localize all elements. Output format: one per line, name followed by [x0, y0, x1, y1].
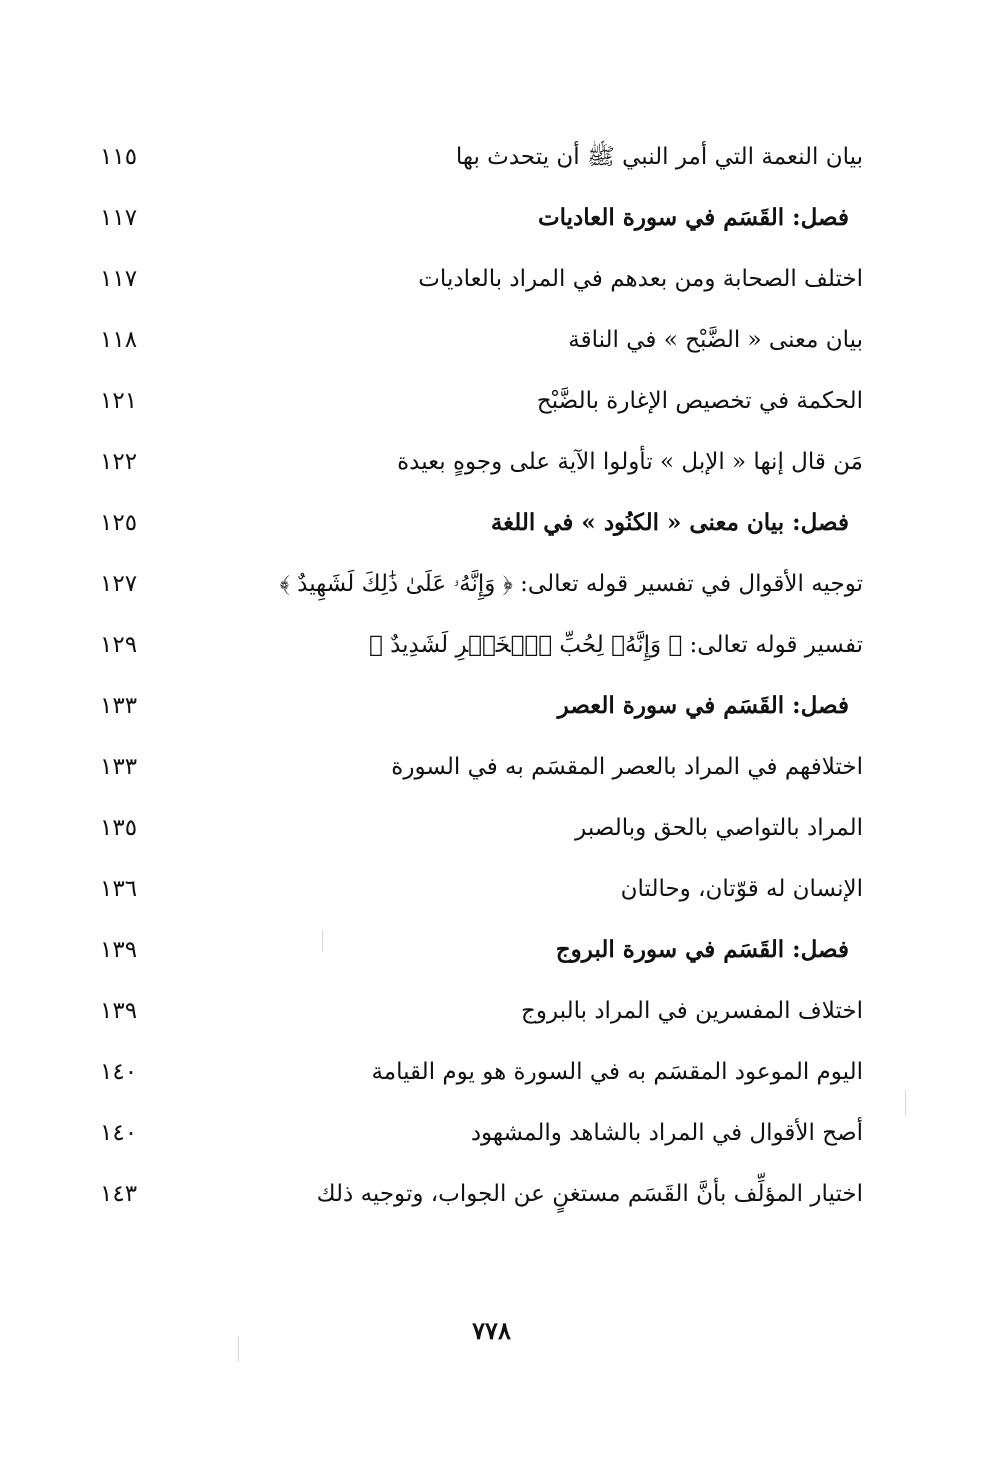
- toc-section-heading: [0, 921, 983, 982]
- toc-entry: [0, 372, 983, 433]
- toc-entry-page: ١٣٣: [100, 693, 138, 719]
- toc-entry-page: ١٣٥: [100, 815, 138, 841]
- toc-entry-title: بيان النعمة التي أمر النبي ﷺ أن يتحدث بها: [455, 144, 863, 170]
- toc-entry-title: الإنسان له قوّتان، وحالتان: [620, 876, 863, 902]
- toc-entry: [0, 1165, 983, 1226]
- toc-entry-page: ١٢٢: [100, 449, 138, 475]
- page-number: ٧٧٨: [472, 1316, 511, 1345]
- toc-entry-page: ١١٥: [100, 144, 138, 170]
- toc-entry: [0, 555, 983, 616]
- toc-entry-title: اختيار المؤلِّف بأنَّ القَسَم مستغنٍ عن الجواب، وتوجيه ذلك: [316, 1181, 863, 1207]
- toc-entry: [0, 738, 983, 799]
- toc-entry-page: ١١٨: [100, 327, 138, 353]
- toc-section-heading: [0, 189, 983, 250]
- toc-entry: [0, 128, 983, 189]
- toc-entry: [0, 1043, 983, 1104]
- toc-entry-page: ١٣٦: [100, 876, 138, 902]
- toc-entry-title: أصح الأقوال في المراد بالشاهد والمشهود: [470, 1120, 863, 1146]
- toc-section-heading: [0, 677, 983, 738]
- scan-artifact-line: [322, 930, 323, 952]
- toc-entry-title: فصل: القَسَم في سورة البروج: [555, 936, 849, 963]
- toc-entry-page: ١٣٩: [100, 998, 138, 1024]
- toc-entry-page: ١٢٧: [100, 571, 138, 597]
- toc-entry: [0, 250, 983, 311]
- toc-entry-title: فصل: القَسَم في سورة العاديات: [537, 204, 849, 231]
- toc-entry-title: اختلف الصحابة ومن بعدهم في المراد بالعاديات: [418, 266, 863, 292]
- toc-entry: [0, 311, 983, 372]
- table-of-contents: [0, 128, 983, 1226]
- toc-entry-page: ١٣٩: [100, 937, 138, 963]
- toc-entry-page: ١١٧: [100, 205, 138, 231]
- toc-entry-page: ١٤٠: [100, 1059, 138, 1085]
- toc-entry-title: فصل: بيان معنى « الكنُود » في اللغة: [490, 509, 849, 536]
- scan-artifact-line: [905, 1090, 906, 1116]
- toc-entry-title: اختلافهم في المراد بالعصر المقسَم به في السورة: [391, 754, 863, 780]
- toc-section-heading: [0, 494, 983, 555]
- toc-entry-page: ١٣٣: [100, 754, 138, 780]
- toc-entry: [0, 1104, 983, 1165]
- toc-entry-title: اختلاف المفسرين في المراد بالبروج: [521, 998, 863, 1024]
- toc-entry-page: ١٢٥: [100, 510, 138, 536]
- toc-entry-title: مَن قال إنها « الإبل » تأولوا الآية على وجوهٍ بعيدة: [397, 449, 863, 475]
- toc-entry-title: المراد بالتواصي بالحق وبالصبر: [575, 815, 863, 841]
- toc-entry-title: بيان معنى « الضَّبْح » في الناقة: [568, 327, 863, 353]
- toc-entry-page: ١٤٣: [100, 1181, 138, 1207]
- toc-entry: [0, 799, 983, 860]
- toc-entry: [0, 860, 983, 921]
- toc-entry-title: توجيه الأقوال في تفسير قوله تعالى: ﴿ وَإِنَّهُۥ عَلَىٰ ذَٰلِكَ لَشَهِيدٌ ﴾: [279, 571, 863, 597]
- toc-entry-title: فصل: القَسَم في سورة العصر: [557, 692, 849, 719]
- toc-entry-title: تفسير قوله تعالى: ﴿ وَإِنَّهُۥ لِحُبِّ ٱلۡخَيۡرِ لَشَدِيدٌ ﴾: [368, 632, 863, 658]
- toc-entry-title: اليوم الموعود المقسَم به في السورة هو يوم القيامة: [371, 1059, 863, 1085]
- toc-entry-title: الحكمة في تخصيص الإغارة بالضَّبْح: [536, 388, 863, 414]
- toc-entry-page: ١٢١: [100, 388, 138, 414]
- toc-entry: [0, 433, 983, 494]
- toc-entry: [0, 982, 983, 1043]
- toc-entry: [0, 616, 983, 677]
- toc-entry-page: ١١٧: [100, 266, 138, 292]
- toc-entry-page: ١٤٠: [100, 1120, 138, 1146]
- toc-entry-page: ١٢٩: [100, 632, 138, 658]
